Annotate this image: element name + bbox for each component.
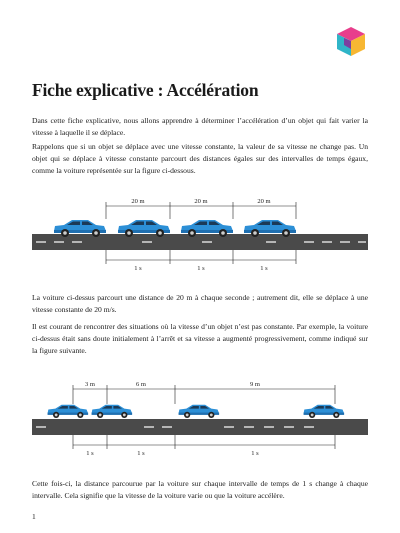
varying-result-paragraph: Cette fois-ci, la distance parcourue par la voiture sur chaque intervalle de temps de 1 s change à chaque intervalle. Cela signifie que la vitesse de la voiture varie ou que la voiture accélère.	[32, 479, 368, 501]
car	[92, 405, 133, 418]
constant-speed-paragraph: Rappelons que si un objet se déplace avec une vitesse constante, la valeur de sa vitesse ne change pas. Un objet qui se déplace à vitesse constante parcourt des distances égales sur des intervalles de temps égaux, comme la voiture représentée sur la figure ci-dessous.	[32, 142, 368, 176]
distance-label: 3 m	[85, 381, 95, 388]
time-label: 1 s	[134, 265, 142, 272]
page-title: Fiche explicative : Accélération	[32, 80, 259, 100]
time-label: 1 s	[86, 450, 94, 457]
distance-label: 9 m	[250, 381, 260, 388]
distance-label: 20 m	[194, 198, 208, 205]
distance-label: 20 m	[257, 198, 271, 205]
intro-paragraph: Dans cette fiche explicative, nous allons apprendre à déterminer l’accélération d’un objet qui fait varier la vitesse à laquelle il se déplace.	[32, 116, 368, 138]
constant-speed-figure	[32, 192, 368, 274]
acceleration-figure	[32, 377, 368, 459]
time-label: 1 s	[137, 450, 145, 457]
constant-result-paragraph: La voiture ci-dessus parcourt une distance de 20 m à chaque seconde ; autrement dit, elle se déplace à une vitesse constante de 20 m/s.	[32, 293, 368, 315]
car	[179, 405, 220, 418]
distance-label: 6 m	[136, 381, 146, 388]
varying-speed-paragraph: Il est courant de rencontrer des situations où la vitesse d’un objet n’est pas constante. Par exemple, la voiture ci-dessus était sans doute initialement à l’arrêt et sa vitesse a augmenté progressivement, comme indiqué sur la figure suivante.	[32, 322, 368, 356]
distance-label: 20 m	[131, 198, 145, 205]
page-number: 1	[32, 512, 36, 521]
car	[304, 405, 345, 418]
time-label: 1 s	[251, 450, 259, 457]
time-label: 1 s	[197, 265, 205, 272]
car	[48, 405, 89, 418]
road	[32, 234, 368, 250]
time-label: 1 s	[260, 265, 268, 272]
brand-cube-logo	[335, 27, 367, 56]
road	[32, 419, 368, 435]
